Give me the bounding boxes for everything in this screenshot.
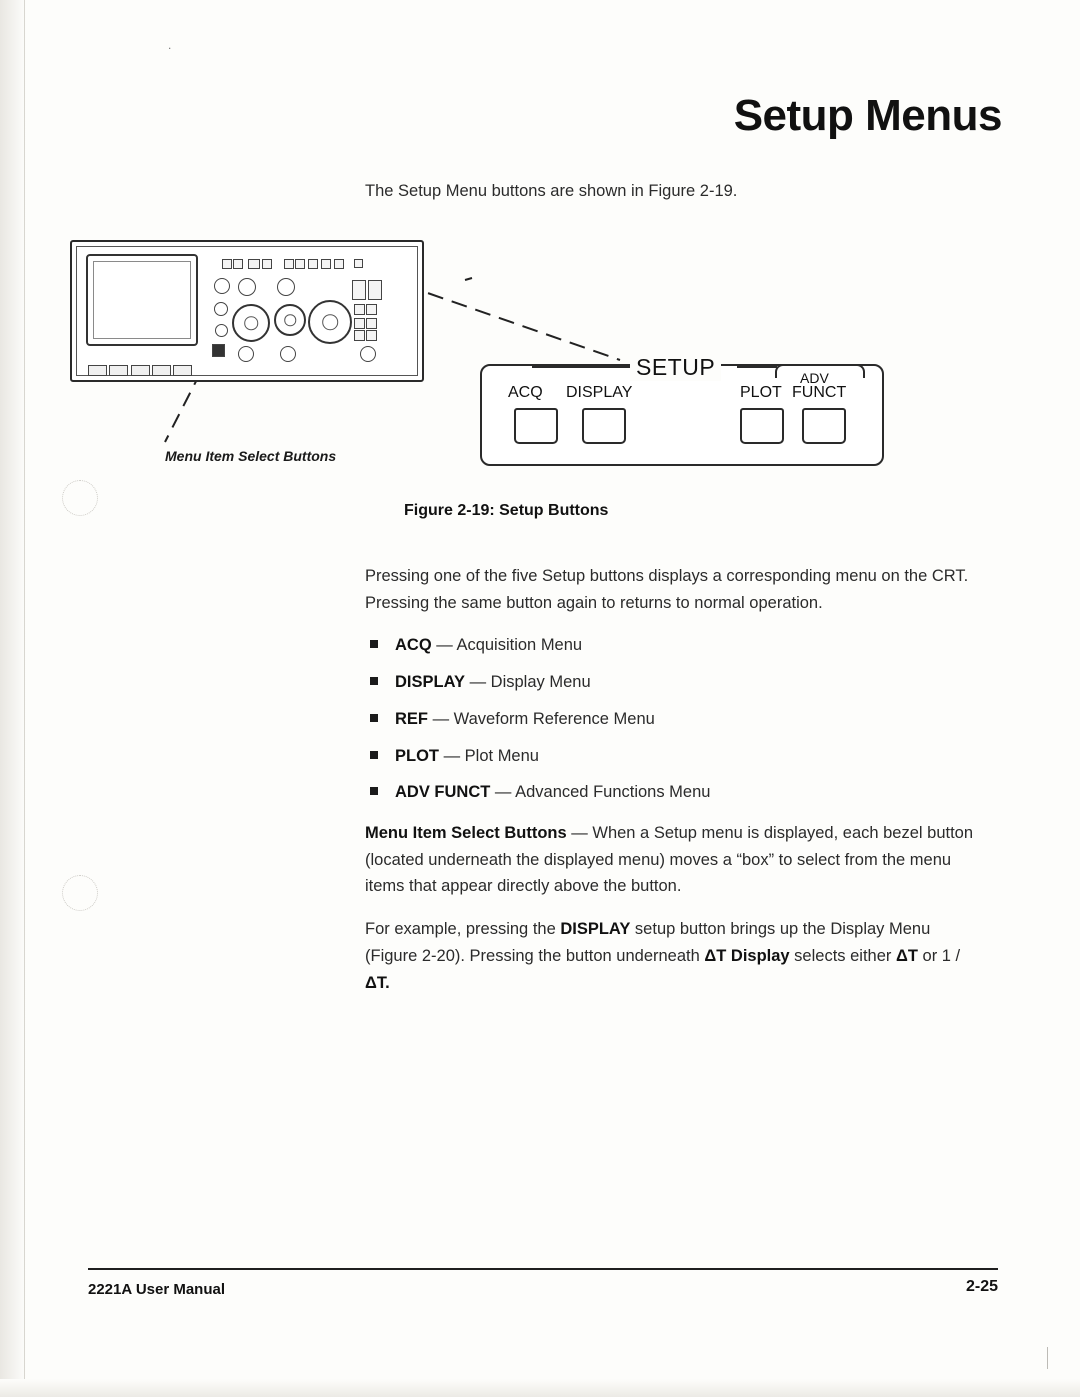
list-item (365, 779, 985, 806)
panel-knob (215, 324, 228, 337)
crt-display (86, 254, 198, 346)
setup-label-funct: FUNCT (792, 384, 847, 401)
binder-hole-mark-1 (62, 480, 98, 516)
panel-button (233, 259, 243, 269)
bullet-square-icon (370, 714, 378, 722)
panel-knob (214, 302, 228, 316)
oscilloscope-front-panel-illustration (70, 240, 424, 382)
paragraph-3-part-e: selects either (789, 946, 896, 965)
setup-group-label: SETUP (630, 354, 721, 381)
bullet-square-icon (370, 640, 378, 648)
bullet-square-icon (370, 751, 378, 759)
page-title: Setup Menus (733, 91, 1002, 141)
panel-button (284, 259, 294, 269)
bezel-button (173, 365, 192, 376)
list-item (365, 743, 985, 770)
display-setup-button[interactable] (582, 408, 626, 444)
paragraph-3 (365, 916, 985, 996)
panel-button (321, 259, 331, 269)
list-item-dash: — (465, 673, 491, 692)
list-item-desc: Display Menu (490, 673, 591, 692)
scan-line-left (24, 0, 25, 1397)
panel-button (366, 304, 377, 315)
intro-paragraph: The Setup Menu buttons are shown in Figure 2-19. (365, 182, 738, 200)
volts-div-knob (232, 304, 270, 342)
panel-knob (238, 278, 256, 296)
panel-button (334, 259, 344, 269)
setup-button-strip-illustration (222, 251, 407, 271)
paragraph-3-display-term: DISPLAY (560, 920, 631, 939)
paragraph-2-rest: — When a Setup menu is displayed, each bezel button (located underneath the displayed menu) moves a “box” to select from the menu items that appear directly above the button. (365, 824, 974, 896)
list-item-term: ACQ (395, 636, 432, 655)
list-item-desc: Advanced Functions Menu (515, 783, 711, 802)
panel-button (368, 280, 382, 300)
bezel-button (152, 365, 171, 376)
menu-item-select-buttons-callout: Menu Item Select Buttons (165, 448, 337, 464)
footer-divider (88, 1268, 998, 1270)
panel-button (366, 330, 377, 341)
scan-edge-left (0, 0, 26, 1397)
paragraph-1: Pressing one of the five Setup buttons displays a corresponding menu on the CRT. Pressing the same button again to returns to normal operation. (365, 567, 969, 612)
panel-knob (277, 278, 295, 296)
list-item-term: REF (395, 709, 428, 728)
list-item-dash: — (490, 783, 516, 802)
bezel-button (88, 365, 107, 376)
panel-knob (214, 278, 230, 294)
bnc-connector (360, 346, 376, 362)
list-item (365, 669, 985, 696)
acq-setup-button[interactable] (514, 408, 558, 444)
paragraph-3-part-a: For example, pressing the (365, 920, 561, 939)
panel-button (354, 304, 365, 315)
paragraph-2-lead: Menu Item Select Buttons (365, 824, 567, 843)
panel-button (248, 259, 260, 269)
list-item-term: PLOT (395, 746, 439, 765)
stray-pen-mark: . (168, 38, 172, 52)
page-edge-tick (1047, 1347, 1048, 1369)
paragraph-3-part-g: or 1 / (917, 946, 961, 965)
list-item-desc: Acquisition Menu (456, 636, 583, 655)
adv-funct-setup-button[interactable] (802, 408, 846, 444)
list-item-desc: Waveform Reference Menu (453, 709, 655, 728)
setup-rule-right (737, 366, 777, 368)
binder-hole-mark-2 (62, 875, 98, 911)
setup-button-group (480, 354, 884, 466)
paragraph-3-dt-display-term: ΔT Display (704, 946, 790, 965)
paragraph-3-part-h: ΔT. (365, 973, 390, 992)
list-item-dash: — (431, 636, 457, 655)
paragraph-2 (365, 820, 985, 900)
setup-label-plot: PLOT (740, 384, 782, 401)
panel-button (354, 259, 363, 268)
paragraph-3-part-c: setup button brings up the Display Menu (Figure 2-20). Pressing the button underneath (365, 920, 931, 965)
power-button (212, 344, 225, 357)
figure-caption: Figure 2-19: Setup Buttons (404, 502, 609, 519)
list-item-dash: — (428, 709, 454, 728)
bnc-connector (280, 346, 296, 362)
list-item-dash: — (439, 746, 465, 765)
footer-page-number: 2-25 (965, 1278, 998, 1295)
panel-button (262, 259, 272, 269)
bezel-button (131, 365, 150, 376)
setup-label-acq: ACQ (508, 384, 543, 401)
panel-button (354, 330, 365, 341)
footer-manual-name: 2221A User Manual (88, 1281, 226, 1298)
setup-rule-left (532, 366, 630, 368)
figure-2-19 (60, 232, 1000, 482)
setup-label-display: DISPLAY (566, 384, 633, 401)
paragraph-3-dt-term: ΔT (895, 946, 918, 965)
list-item-term: ADV FUNCT (395, 783, 491, 802)
bnc-connector (238, 346, 254, 362)
panel-button (222, 259, 232, 269)
scan-edge-bottom (0, 1379, 1080, 1397)
list-item (365, 632, 985, 659)
panel-button (366, 318, 377, 329)
list-item-term: DISPLAY (395, 673, 465, 692)
body-content (365, 563, 985, 1012)
panel-button (308, 259, 318, 269)
bezel-button (109, 365, 128, 376)
panel-button (354, 318, 365, 329)
list-item (365, 706, 985, 733)
setup-label-adv: ADV (800, 370, 829, 386)
position-knob (274, 304, 306, 336)
setup-button-list (365, 632, 985, 806)
bezel-button-row (88, 365, 192, 374)
list-item-desc: Plot Menu (464, 746, 539, 765)
panel-button (295, 259, 305, 269)
bullet-square-icon (370, 677, 378, 685)
bullet-square-icon (370, 787, 378, 795)
panel-button (352, 280, 366, 300)
plot-setup-button[interactable] (740, 408, 784, 444)
sec-div-knob (308, 300, 352, 344)
